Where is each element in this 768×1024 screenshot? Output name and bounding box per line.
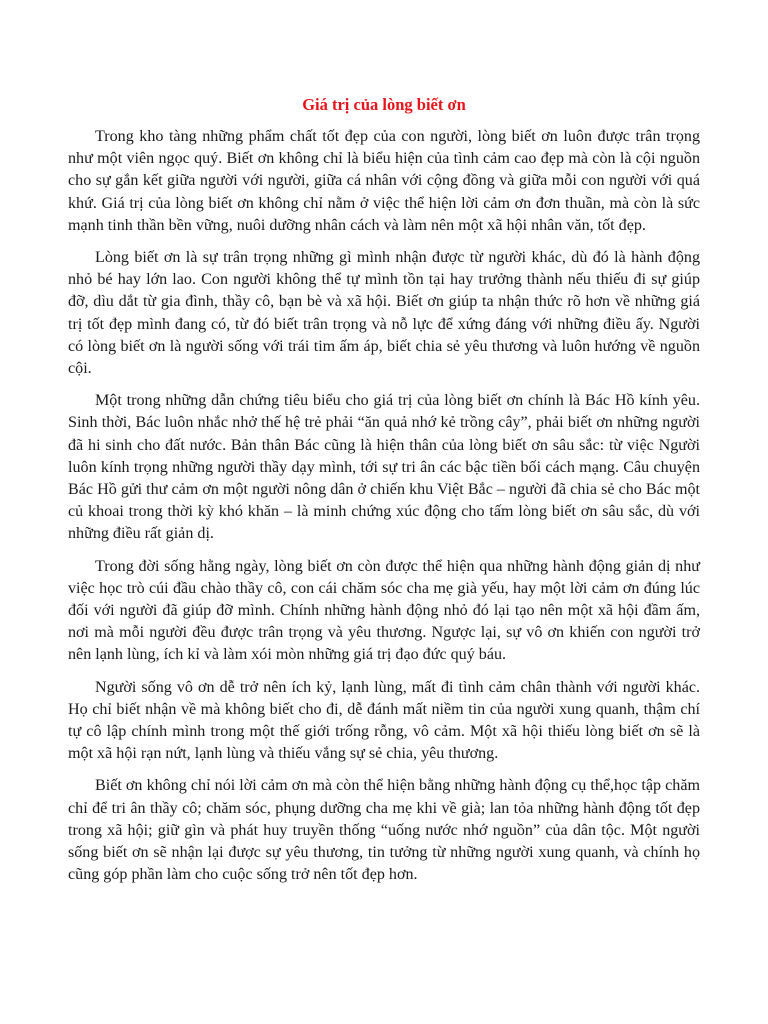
paragraph-4: Trong đời sống hằng ngày, lòng biết ơn còn được thể hiện qua những hành động giản dị như việc học trò cúi đầu chào thầy cô, con cái chăm sóc cha mẹ già yếu, hay một lời cảm ơn đúng lúc đối với người đã giúp đỡ mình. Chính những hành động nhỏ đó lại tạo nên một xã hội đầm ấm, nơi mà mỗi người đều được trân trọng và yêu thương. Ngược lại, sự vô ơn khiến con người trở nên lạnh lùng, ích kỉ và làm xói mòn những giá trị đạo đức quý báu. — [68, 557, 700, 664]
paragraph-3: Một trong những dẫn chứng tiêu biểu cho giá trị của lòng biết ơn chính là Bác Hồ kính yêu. Sinh thời, Bác luôn nhắc nhở thế hệ trẻ phải “ăn quả nhớ kẻ trồng cây”, phải biết ơn những người đã hi sinh cho đất nước. Bản thân Bác cũng là hiện thân của lòng biết ơn sâu sắc: từ việc Người luôn kính trọng những người thầy dạy mình, tới sự tri ân các bậc tiền bối cách mạng. Câu chuyện Bác Hồ gửi thư cảm ơn một người nông dân ở chiến khu Việt Bắc – người đã chia sẻ cho Bác một củ khoai trong thời kỳ khó khăn – là minh chứng xúc động cho tấm lòng biết ơn sâu sắc, dù với những điều rất giản dị. — [68, 392, 700, 543]
paragraph-2: Lòng biết ơn là sự trân trọng những gì mình nhận được từ người khác, dù đó là hành động nhỏ bé hay lớn lao. Con người không thể tự mình tồn tại hay trưởng thành nếu thiếu đi sự giúp đỡ, dìu dắt từ gia đình, thầy cô, bạn bè và xã hội. Biết ơn giúp ta nhận thức rõ hơn về những giá trị tốt đẹp mình đang có, từ đó biết trân trọng và nỗ lực để xứng đáng với những điều ấy. Người có lòng biết ơn là người sống với trái tim ấm áp, biết chia sẻ yêu thương và luôn hướng về nguồn cội. — [68, 249, 700, 378]
document-title: Giá trị của lòng biết ơn — [302, 95, 466, 114]
paragraph-5: Người sống vô ơn dễ trở nên ích kỷ, lạnh lùng, mất đi tình cảm chân thành với người khác. Họ chỉ biết nhận về mà không biết cho đi, dễ đánh mất niềm tin của người xung quanh, thậm chí tự cô lập chính mình trong một thế giới trống rỗng, vô cảm. Một xã hội thiếu lòng biết ơn sẽ là một xã hội rạn nứt, lạnh lùng và thiếu vắng sự sẻ chia, yêu thương. — [68, 678, 700, 763]
paragraph-1: Trong kho tàng những phẩm chất tốt đẹp của con người, lòng biết ơn luôn được trân trọng như một viên ngọc quý. Biết ơn không chỉ là biểu hiện của tình cảm cao đẹp mà còn là cội nguồn cho sự gắn kết giữa người với người, giữa cá nhân với cộng đồng và giữa mỗi con người với quá khứ. Giá trị của lòng biết ơn không chỉ nằm ở việc thể hiện lời cảm ơn đơn thuần, mà còn là sức mạnh tinh thần bền vững, nuôi dưỡng nhân cách và làm nên một xã hội nhân văn, tốt đẹp. — [68, 128, 700, 234]
paragraph-6: Biết ơn không chỉ nói lời cảm ơn mà còn thể hiện bằng những hành động cụ thể,học tập chăm chỉ để tri ân thầy cô; chăm sóc, phụng dưỡng cha mẹ khi về già; lan tỏa những hành động tốt đẹp trong xã hội; giữ gìn và phát huy truyền thống “uống nước nhớ nguồn” của dân tộc. Một người sống biết ơn sẽ nhận lại được sự yêu thương, tin tưởng từ những người xung quanh, và chính họ cũng góp phần làm cho cuộc sống trở nên tốt đẹp hơn. — [68, 777, 700, 884]
